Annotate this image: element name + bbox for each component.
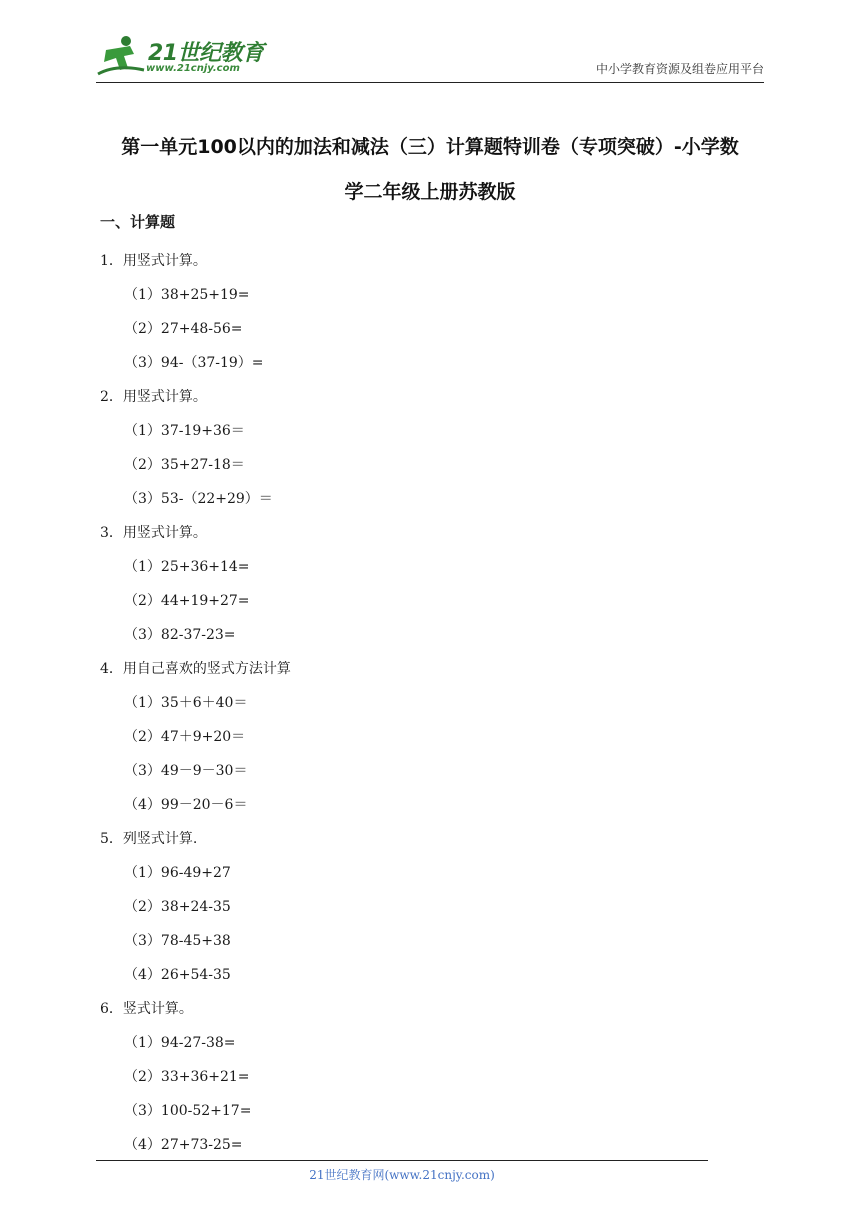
logo-text: 21世纪教育 xyxy=(148,41,264,66)
page-header xyxy=(96,32,764,83)
question-item: （2）44+19+27= xyxy=(124,593,250,609)
question-item: （2）38+24-35 xyxy=(124,899,231,915)
question-item: （4）99－20－6＝ xyxy=(124,797,248,813)
runner-logo-icon xyxy=(96,34,148,78)
question-item: （4）26+54-35 xyxy=(124,967,231,983)
question-item: （3）94-（37-19）= xyxy=(124,355,264,371)
question-item: （3）53-（22+29）＝ xyxy=(124,491,273,507)
logo-url: www.21cnjy.com xyxy=(146,63,240,74)
question-item: （2）33+36+21= xyxy=(124,1069,250,1085)
question-item: （2）27+48-56= xyxy=(124,321,243,337)
question-item: （3）82-37-23= xyxy=(124,627,236,643)
question-stem: 5．列竖式计算. xyxy=(100,831,198,847)
question-item: （1）35＋6＋40＝ xyxy=(124,695,248,711)
question-item: （3）78-45+38 xyxy=(124,933,231,949)
question-item: （2）47＋9+20＝ xyxy=(124,729,246,745)
question-item: （1）94-27-38= xyxy=(124,1035,236,1051)
footer-text: 21世纪教育网(www.21cnjy.com) xyxy=(309,1168,495,1182)
section-title: 一、计算题 xyxy=(100,213,176,231)
question-item: （3）100-52+17= xyxy=(124,1103,252,1119)
question-stem: 4．用自己喜欢的竖式方法计算 xyxy=(100,661,291,677)
question-stem: 1．用竖式计算。 xyxy=(100,253,207,269)
footer-divider xyxy=(96,1160,708,1161)
question-item: （3）49－9－30＝ xyxy=(124,763,248,779)
question-item: （4）27+73-25= xyxy=(124,1137,243,1153)
question-item: （2）35+27-18＝ xyxy=(124,457,245,473)
question-item: （1）37-19+36＝ xyxy=(124,423,245,439)
question-stem: 2．用竖式计算。 xyxy=(100,389,207,405)
question-stem: 6．竖式计算。 xyxy=(100,1001,193,1017)
question-item: （1）25+36+14= xyxy=(124,559,250,575)
question-item: （1）38+25+19= xyxy=(124,287,250,303)
doc-title-line-1: 第一单元100以内的加法和减法（三）计算题特训卷（专项突破）-小学数 xyxy=(121,136,739,158)
logo xyxy=(96,32,266,80)
question-stem: 3．用竖式计算。 xyxy=(100,525,207,541)
question-list xyxy=(100,244,740,1162)
doc-title-line-2: 学二年级上册苏教版 xyxy=(344,181,516,203)
platform-label: 中小学教育资源及组卷应用平台 xyxy=(595,62,764,76)
question-item: （1）96-49+27 xyxy=(124,865,231,881)
